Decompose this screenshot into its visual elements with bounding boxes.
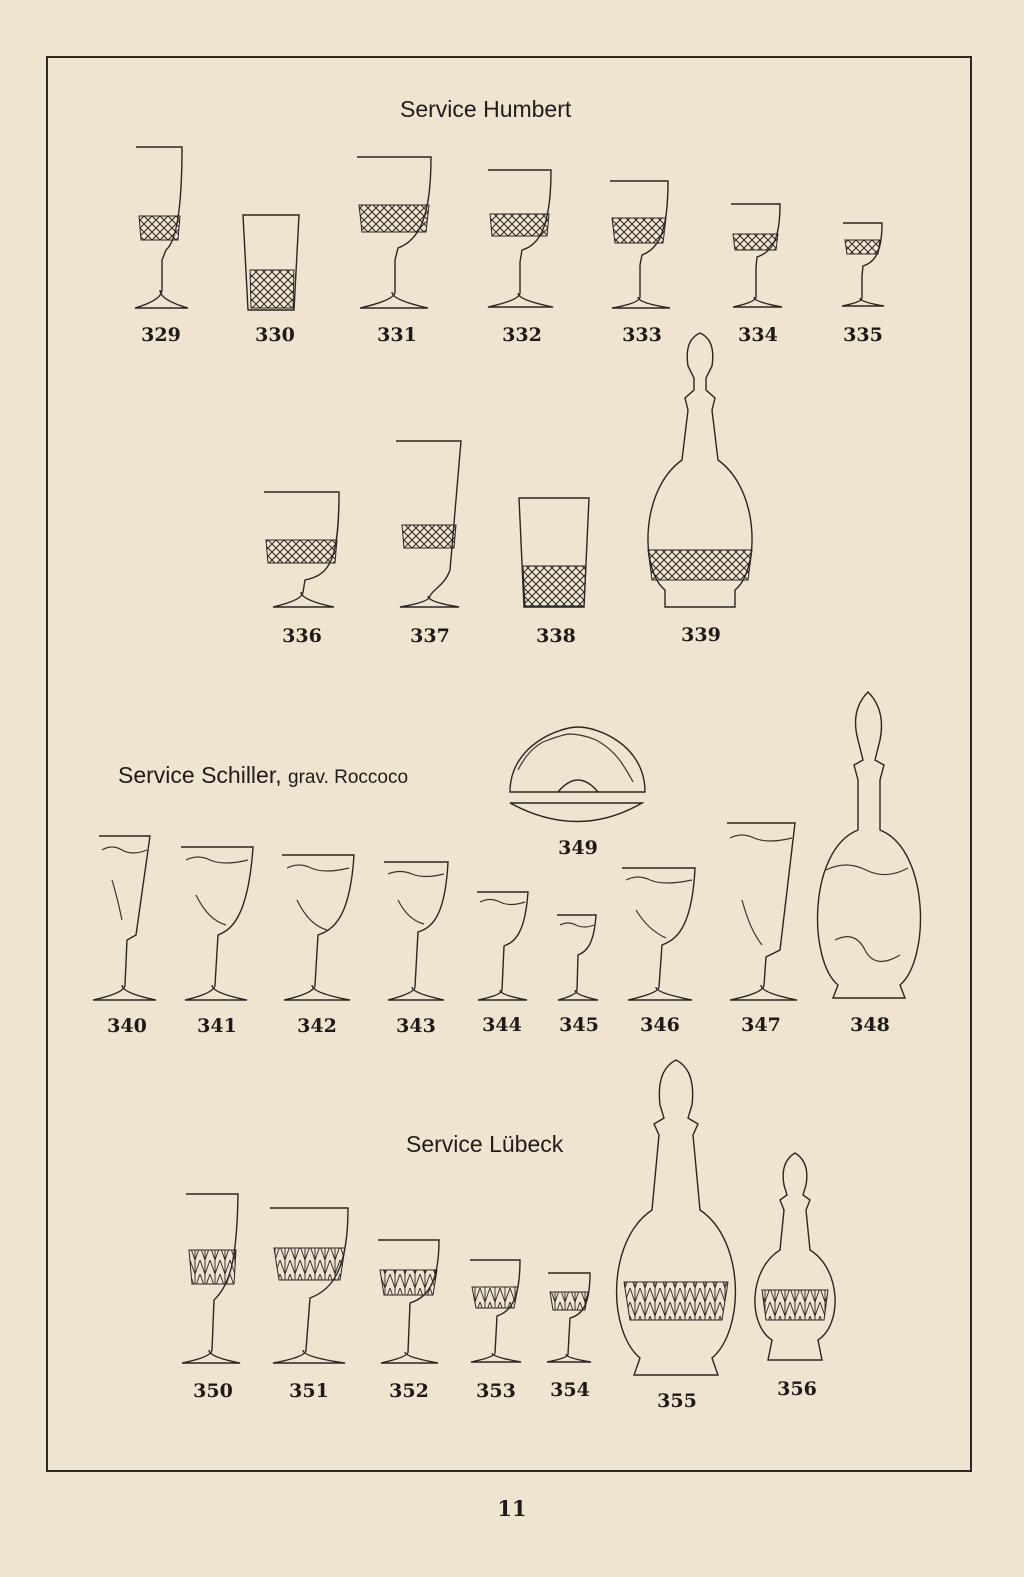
glass-342 xyxy=(282,855,354,1000)
item-number: 342 xyxy=(297,1015,337,1037)
item-number: 355 xyxy=(657,1390,697,1412)
plate-349 xyxy=(510,727,645,822)
section-title-lubeck: Service Lübeck xyxy=(406,1131,564,1157)
item-number: 349 xyxy=(558,837,598,859)
glass-337 xyxy=(396,441,461,607)
item-number: 345 xyxy=(559,1014,599,1036)
item-number: 343 xyxy=(396,1015,436,1037)
decanter-339 xyxy=(648,333,752,607)
glass-332 xyxy=(488,170,553,307)
item-number: 347 xyxy=(741,1014,781,1036)
item-number: 354 xyxy=(550,1379,590,1401)
item-number: 333 xyxy=(622,324,662,346)
glass-333 xyxy=(610,181,670,308)
item-number: 348 xyxy=(850,1014,890,1036)
glass-343 xyxy=(384,862,448,1000)
item-number: 344 xyxy=(482,1014,522,1036)
glass-347 xyxy=(727,823,797,1000)
glass-329 xyxy=(135,147,188,308)
glass-346 xyxy=(622,868,695,1000)
glass-341 xyxy=(181,847,253,1000)
decanter-355 xyxy=(617,1060,736,1375)
item-number: 334 xyxy=(738,324,778,346)
glass-331 xyxy=(357,157,431,308)
glass-336 xyxy=(264,492,339,607)
section-title-humbert: Service Humbert xyxy=(400,96,572,122)
item-number: 331 xyxy=(377,324,417,346)
item-number: 356 xyxy=(777,1378,817,1400)
item-number: 353 xyxy=(476,1380,516,1402)
item-number: 352 xyxy=(389,1380,429,1402)
glass-334 xyxy=(731,204,782,307)
glass-345 xyxy=(557,915,598,1000)
glass-351 xyxy=(270,1208,348,1363)
glass-344 xyxy=(477,892,528,1000)
glass-330 xyxy=(243,215,299,310)
item-number: 346 xyxy=(640,1014,680,1036)
item-number: 351 xyxy=(289,1380,329,1402)
decanter-348 xyxy=(818,692,921,998)
item-number: 350 xyxy=(193,1380,233,1402)
glass-350 xyxy=(182,1194,240,1363)
glass-354 xyxy=(547,1273,591,1362)
item-number: 337 xyxy=(410,625,450,647)
schiller-title: Service Schiller, xyxy=(118,762,282,788)
schiller-subtitle: grav. Roccoco xyxy=(288,767,409,788)
glass-352 xyxy=(378,1240,439,1363)
item-number: 330 xyxy=(255,324,295,346)
page-number: 11 xyxy=(497,1496,527,1521)
item-number: 340 xyxy=(107,1015,147,1037)
item-number: 329 xyxy=(141,324,181,346)
section-title-schiller xyxy=(118,762,408,789)
item-number: 335 xyxy=(843,324,883,346)
glass-335 xyxy=(842,223,884,306)
glass-340 xyxy=(93,836,156,1000)
decanter-356 xyxy=(755,1153,835,1360)
item-number: 339 xyxy=(681,624,721,646)
item-number: 332 xyxy=(502,324,542,346)
item-number: 338 xyxy=(536,625,576,647)
glass-338 xyxy=(519,498,589,607)
glass-353 xyxy=(470,1260,521,1362)
item-number: 341 xyxy=(197,1015,237,1037)
item-number: 336 xyxy=(282,625,322,647)
